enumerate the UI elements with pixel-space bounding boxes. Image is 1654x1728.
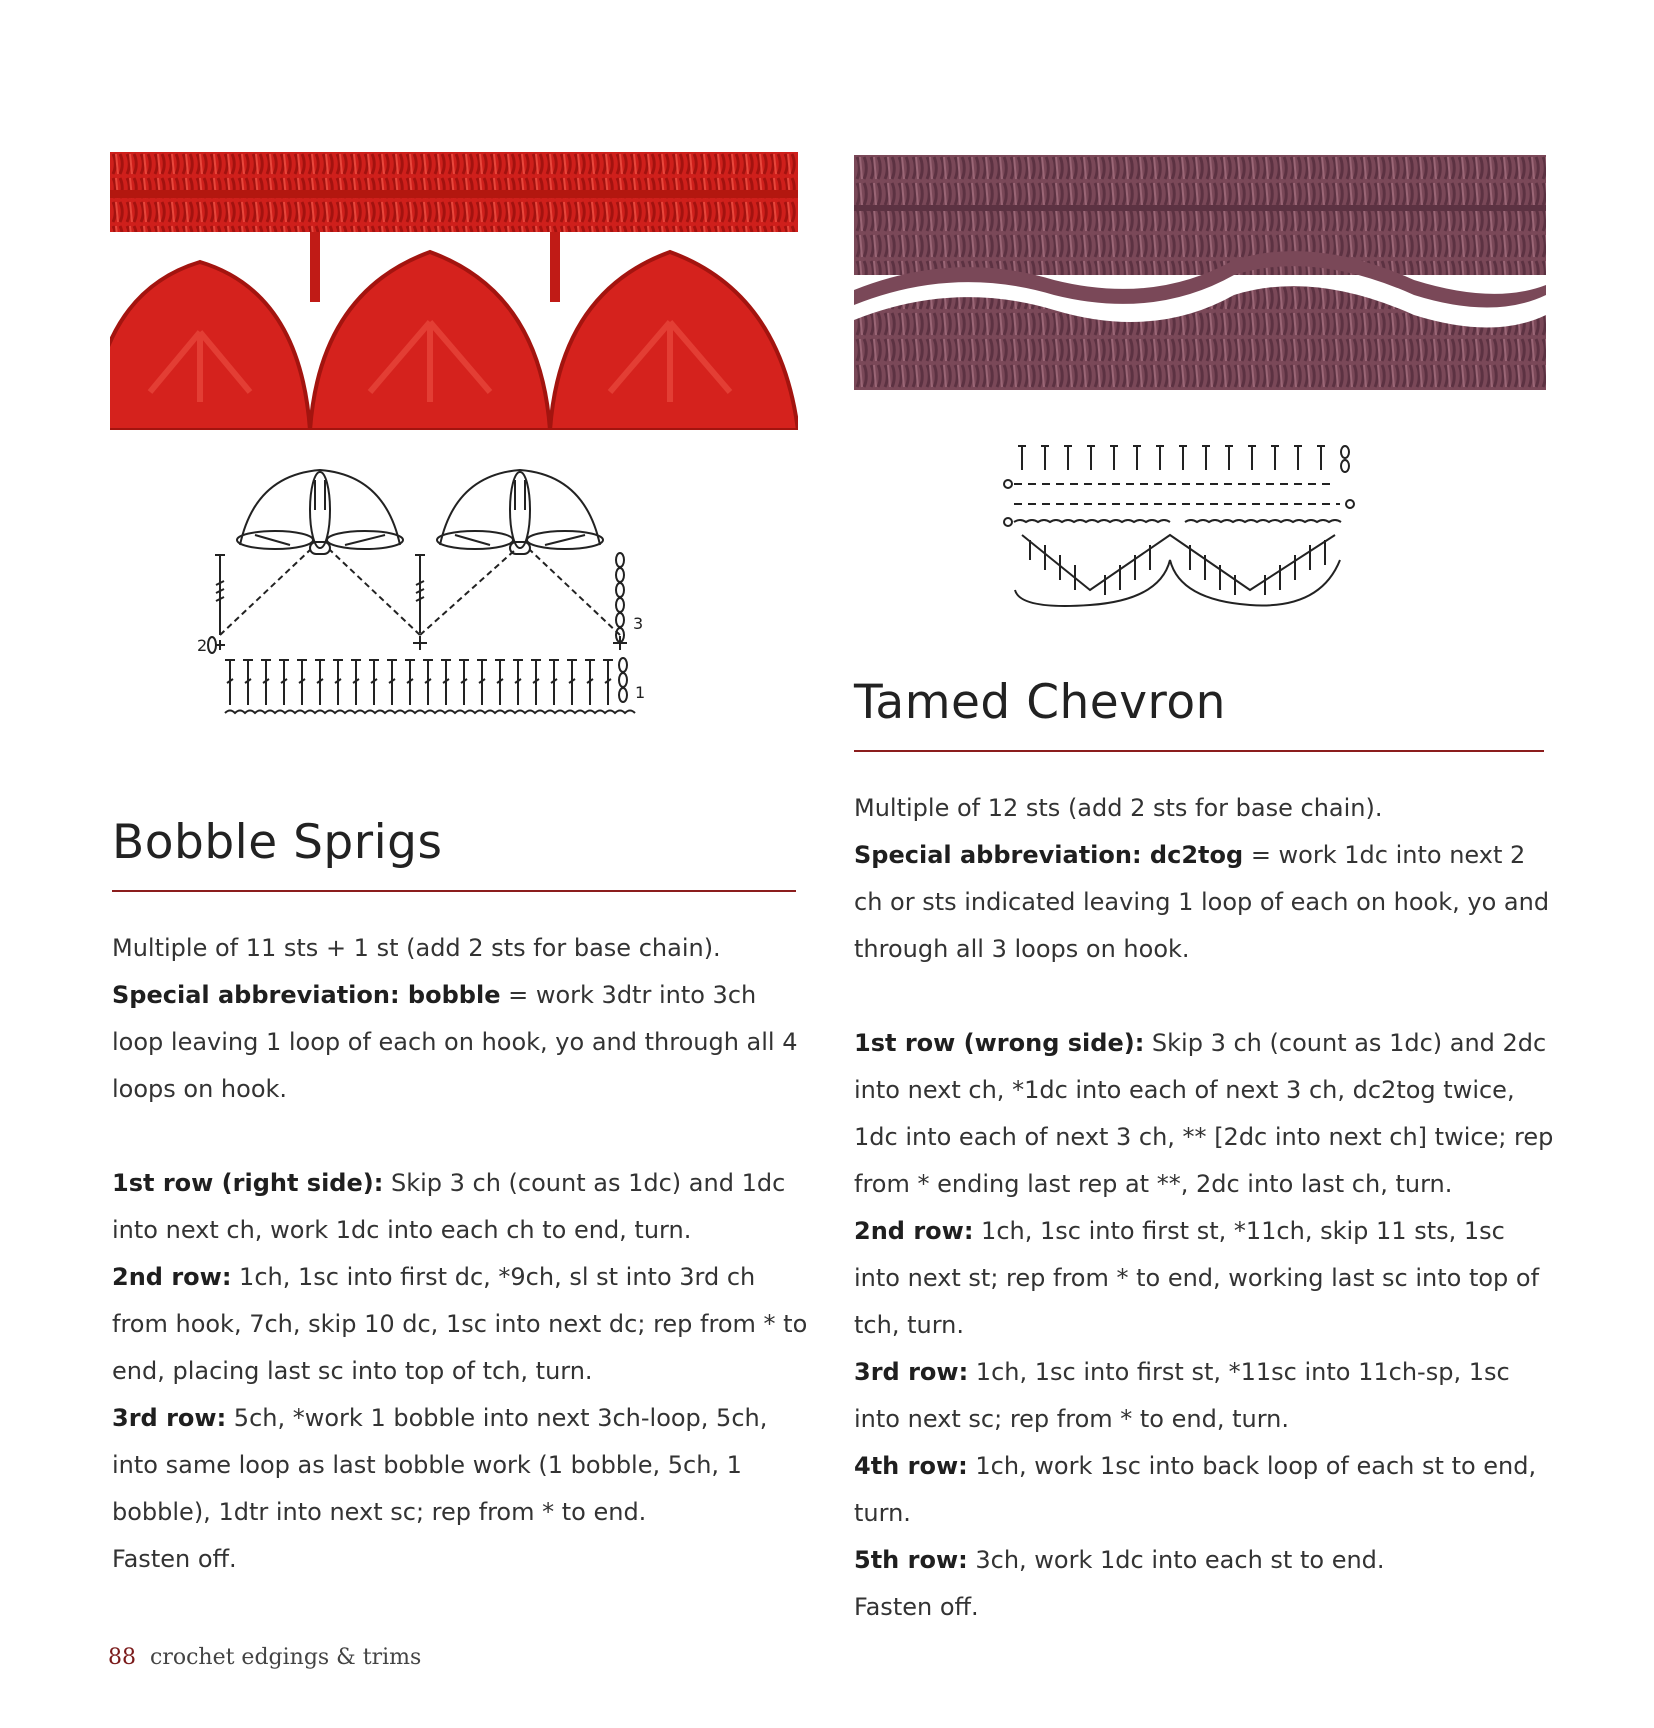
page-number: 88: [108, 1645, 136, 1670]
right-row-2: [854, 1208, 1554, 1349]
row-label-1: 1: [635, 683, 646, 702]
right-abbrev: [854, 832, 1554, 973]
tamed-chevron-instructions: [854, 785, 1554, 1631]
row-text: 1ch, work 1sc into back loop of each st to end, turn.: [854, 1452, 1537, 1527]
row-label-3: 3: [633, 614, 644, 633]
right-intro: Multiple of 12 sts (add 2 sts for base chain).: [854, 794, 1383, 822]
left-abbrev-label: Special abbreviation: bobble: [112, 981, 501, 1009]
left-title-rule: [112, 890, 796, 892]
row-label: 2nd row:: [112, 1263, 232, 1291]
right-closing: Fasten off.: [854, 1593, 979, 1621]
row-label: 3rd row:: [854, 1358, 969, 1386]
row-text: 3ch, work 1dc into each st to end.: [967, 1546, 1385, 1574]
row-text: Skip 3 ch (count as 1dc) and 2dc into next ch, *1dc into each of next 3 ch, dc2tog twice, 1dc into each of next 3 ch, ** [2dc into next ch] twice; rep from * ending last rep at **, 2dc into last ch, turn.: [854, 1029, 1554, 1198]
left-row-3: [112, 1395, 812, 1536]
page-footer: [108, 1645, 421, 1670]
right-title-rule: [854, 750, 1544, 752]
running-title: crochet edgings & trims: [150, 1645, 422, 1670]
right-abbrev-label: Special abbreviation: dc2tog: [854, 841, 1244, 869]
right-abbrev-text: = work 1dc into next 2 ch or sts indicated leaving 1 loop of each on hook, yo and through all 3 loops on hook.: [854, 841, 1550, 963]
row-label: 3rd row:: [112, 1404, 227, 1432]
left-abbrev-text: = work 3dtr into 3ch loop leaving 1 loop of each on hook, yo and through all 4 loops on hook.: [112, 981, 798, 1103]
row-label-2: 2: [197, 636, 208, 655]
left-abbrev: [112, 972, 812, 1113]
bobble-sprigs-chart: [195, 455, 705, 725]
right-row-1: [854, 1020, 1554, 1208]
bobble-sprigs-title: Bobble Sprigs: [112, 815, 443, 870]
bobble-sprigs-instructions: [112, 925, 812, 1583]
row-label: 4th row:: [854, 1452, 968, 1480]
tamed-chevron-title: Tamed Chevron: [854, 675, 1226, 730]
row-label: 1st row (right side):: [112, 1169, 384, 1197]
row-text: 1ch, 1sc into first dc, *9ch, sl st into 3rd ch from hook, 7ch, skip 10 dc, 1sc into next dc; rep from * to end, placing last sc into top of tch, turn.: [112, 1263, 808, 1385]
bobble-sprigs-photo: [110, 152, 798, 430]
right-row-5: [854, 1537, 1554, 1584]
right-row-4: [854, 1443, 1554, 1537]
row-label: 5th row:: [854, 1546, 968, 1574]
row-text: Skip 3 ch (count as 1dc) and 1dc into next ch, work 1dc into each ch to end, turn.: [112, 1169, 786, 1244]
tamed-chevron-photo: [854, 155, 1546, 401]
row-label: 1st row (wrong side):: [854, 1029, 1145, 1057]
row-text: 1ch, 1sc into first st, *11ch, skip 11 sts, 1sc into next st; rep from * to end, working last sc into top of tch, turn.: [854, 1217, 1540, 1339]
left-row-2: [112, 1254, 812, 1395]
row-label: 2nd row:: [854, 1217, 974, 1245]
left-row-1: [112, 1160, 812, 1254]
tamed-chevron-chart: [1000, 440, 1400, 620]
left-intro: Multiple of 11 sts + 1 st (add 2 sts for base chain).: [112, 934, 721, 962]
row-text: 5ch, *work 1 bobble into next 3ch-loop, 5ch, into same loop as last bobble work (1 bobble, 5ch, 1 bobble), 1dtr into next sc; rep from * to end.: [112, 1404, 768, 1526]
right-row-3: [854, 1349, 1554, 1443]
left-closing: Fasten off.: [112, 1545, 237, 1573]
row-text: 1ch, 1sc into first st, *11sc into 11ch-sp, 1sc into next sc; rep from * to end, turn.: [854, 1358, 1510, 1433]
